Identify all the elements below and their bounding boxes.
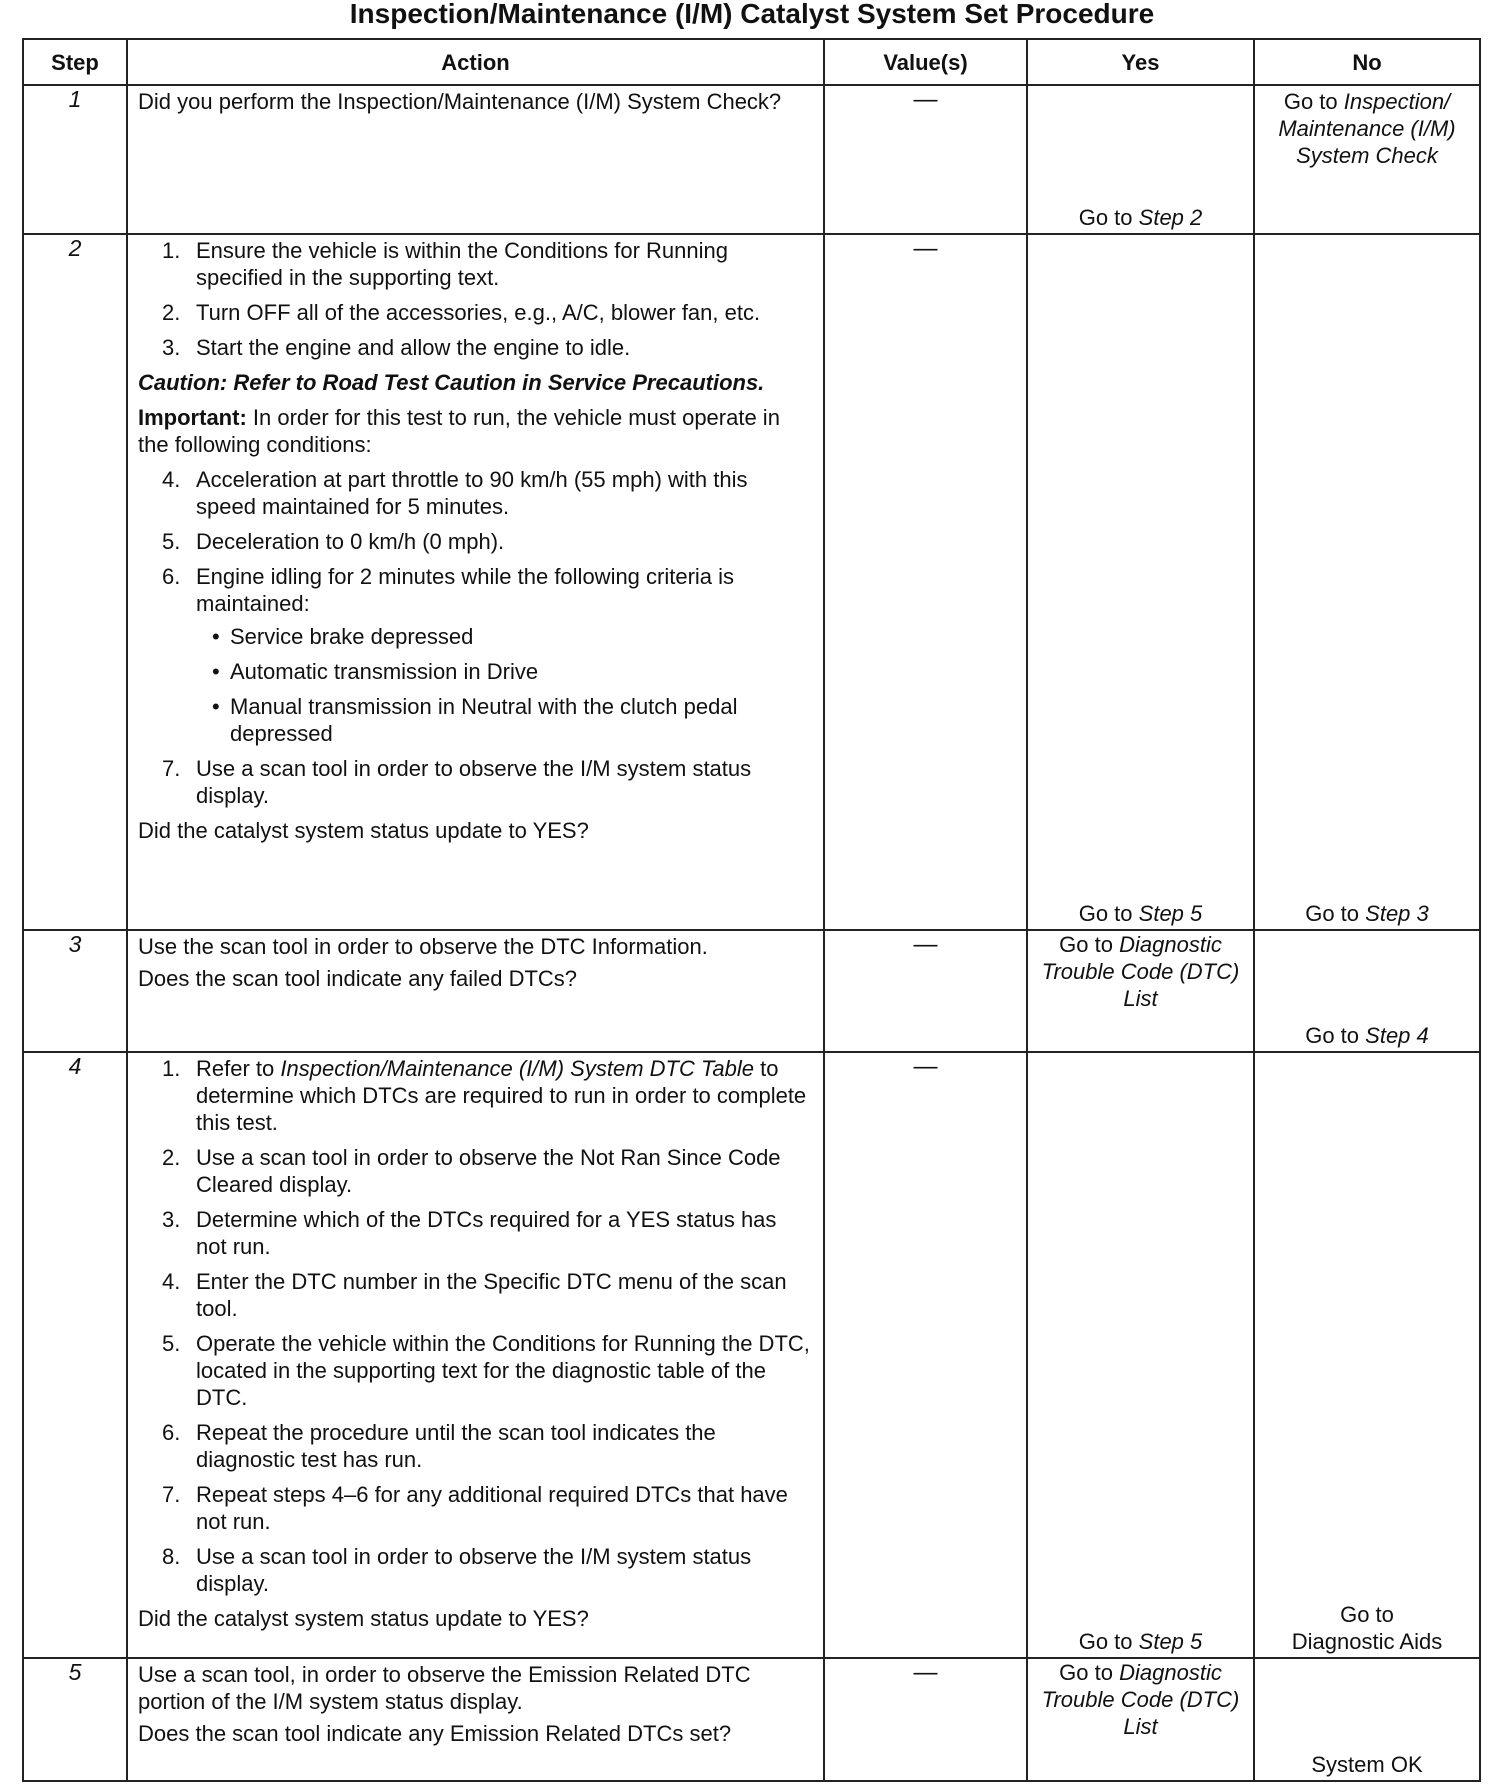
list-item: 7. Repeat steps 4–6 for any additional required DTCs that have not run.	[162, 1482, 788, 1534]
header-yes: Yes	[1027, 39, 1254, 85]
goto-prefix: Go to	[1078, 205, 1133, 230]
goto-prefix: Go to	[1305, 1023, 1360, 1048]
reference-link[interactable]: Inspection/Maintenance (I/M) System DTC Table	[280, 1056, 754, 1081]
goto-link[interactable]: Step 5	[1138, 901, 1203, 926]
yes-cell	[1027, 85, 1254, 234]
bullet-item: • Service brake depressed	[196, 623, 813, 650]
instruction-list	[138, 1055, 813, 1597]
yes-cell	[1027, 1052, 1254, 1658]
list-item: 1. Ensure the vehicle is within the Conditions for Running specified in the supporting text.	[162, 238, 728, 290]
action-instruction: Use the scan tool in order to observe the DTC Information.	[138, 934, 708, 959]
bullet-item: • Manual transmission in Neutral with the clutch pedal depressed	[196, 693, 813, 747]
header-row	[23, 39, 1480, 85]
yes-cell	[1027, 930, 1254, 1052]
table-row-step-4	[23, 1052, 1480, 1658]
no-goto[interactable]	[1255, 1022, 1479, 1049]
list-item: 3. Determine which of the DTCs required for a YES status has not run.	[162, 1207, 777, 1259]
action-cell	[127, 85, 824, 234]
value-cell: —	[824, 930, 1027, 1052]
header-no: No	[1254, 39, 1480, 85]
no-cell	[1254, 1658, 1480, 1781]
step-number: 4	[23, 1052, 127, 1658]
goto-prefix: Go to	[1078, 1629, 1133, 1654]
step-number: 1	[23, 85, 127, 234]
goto-prefix: Go to	[1059, 932, 1113, 957]
goto-link[interactable]: Diagnostic Trouble Code (DTC) List	[1041, 1660, 1240, 1739]
value-cell: —	[824, 1052, 1027, 1658]
instruction-list	[138, 466, 813, 809]
action-question: Does the scan tool indicate any failed DTCs?	[138, 966, 578, 991]
table-row-step-3	[23, 930, 1480, 1052]
bullet-item: • Automatic transmission in Drive	[196, 658, 813, 685]
criteria-list	[196, 623, 813, 747]
action-question: Did the catalyst system status update to YES?	[138, 1606, 589, 1631]
yes-cell	[1027, 234, 1254, 930]
yes-goto[interactable]	[1028, 1628, 1253, 1655]
value-cell: —	[824, 234, 1027, 930]
action-cell	[127, 930, 824, 1052]
no-result: System OK	[1311, 1752, 1423, 1777]
action-question: Did the catalyst system status update to YES?	[138, 818, 589, 843]
list-item: 3. Start the engine and allow the engine to idle.	[162, 335, 631, 360]
table-row-step-2	[23, 234, 1480, 930]
list-item: 6. Repeat the procedure until the scan tool indicates the diagnostic test has run.	[162, 1420, 716, 1472]
important-note: Important: In order for this test to run, the vehicle must operate in the following conditions:	[138, 405, 780, 457]
action-cell	[127, 1658, 824, 1781]
goto-prefix: Go to	[1059, 1660, 1113, 1685]
list-item: 8. Use a scan tool in order to observe the I/M system status display.	[162, 1544, 752, 1596]
list-item: 4. Enter the DTC number in the Specific DTC menu of the scan tool.	[162, 1269, 787, 1321]
yes-goto[interactable]	[1028, 204, 1253, 231]
list-item: 5. Deceleration to 0 km/h (0 mph).	[162, 529, 505, 554]
list-item: 1. Refer to Inspection/Maintenance (I/M) System DTC Table to determine which DTCs are required to run in order to complete this test.	[162, 1056, 807, 1135]
goto-link[interactable]: Diagnostic Trouble Code (DTC) List	[1041, 932, 1240, 1011]
action-question: Does the scan tool indicate any Emission Related DTCs set?	[138, 1721, 732, 1746]
table-row-step-1	[23, 85, 1480, 234]
no-goto[interactable]	[1255, 900, 1479, 927]
goto-prefix: Go to	[1305, 901, 1360, 926]
goto-link[interactable]: Inspection/ Maintenance (I/M) System Check	[1278, 89, 1456, 168]
step-number: 2	[23, 234, 127, 930]
value-cell: —	[824, 85, 1027, 234]
step-number: 5	[23, 1658, 127, 1781]
list-item: 5. Operate the vehicle within the Conditions for Running the DTC, located in the supporting text for the diagnostic table of the DTC.	[162, 1331, 810, 1410]
list-item: 2. Turn OFF all of the accessories, e.g., A/C, blower fan, etc.	[162, 300, 761, 325]
yes-goto[interactable]	[1038, 931, 1243, 1012]
goto-prefix: Go to	[1340, 1602, 1394, 1627]
caution-note: Caution: Refer to Road Test Caution in Service Precautions.	[138, 370, 765, 395]
header-step: Step	[23, 39, 127, 85]
step-number: 3	[23, 930, 127, 1052]
action-cell	[127, 234, 824, 930]
action-question: Did you perform the Inspection/Maintenance (I/M) System Check?	[138, 89, 782, 114]
instruction-list	[138, 237, 813, 361]
goto-link[interactable]: Diagnostic Aids	[1291, 1629, 1443, 1654]
list-item: 7. Use a scan tool in order to observe the I/M system status display.	[162, 756, 752, 808]
goto-link[interactable]: Step 5	[1138, 1629, 1203, 1654]
goto-link[interactable]: Step 4	[1365, 1023, 1429, 1048]
action-instruction: Use a scan tool, in order to observe the Emission Related DTC portion of the I/M system status display.	[138, 1662, 751, 1714]
no-cell	[1254, 1052, 1480, 1658]
no-cell	[1254, 85, 1480, 234]
procedure-table	[22, 38, 1481, 1782]
yes-goto[interactable]	[1028, 900, 1253, 927]
goto-link[interactable]: Step 2	[1138, 205, 1203, 230]
goto-prefix: Go to	[1078, 901, 1133, 926]
no-cell	[1254, 234, 1480, 930]
list-item: 4. Acceleration at part throttle to 90 km/h (55 mph) with this speed maintained for 5 minutes.	[162, 467, 748, 519]
yes-goto[interactable]	[1038, 1659, 1243, 1740]
list-item: 6. Engine idling for 2 minutes while the following criteria is maintained: • Service brake depressed • Automatic transmission in Drive • Manual transmission in Neutral with the clutch pedal depressed	[138, 563, 813, 747]
header-values: Value(s)	[824, 39, 1027, 85]
action-cell	[127, 1052, 824, 1658]
no-goto[interactable]	[1265, 86, 1469, 169]
no-cell	[1254, 930, 1480, 1052]
page-title: Inspection/Maintenance (I/M) Catalyst System Set Procedure	[349, 0, 1155, 29]
value-cell: —	[824, 1658, 1027, 1781]
goto-link[interactable]: Step 3	[1365, 901, 1429, 926]
list-item: 2. Use a scan tool in order to observe the Not Ran Since Code Cleared display.	[162, 1145, 781, 1197]
no-goto[interactable]	[1255, 1601, 1479, 1655]
yes-cell	[1027, 1658, 1254, 1781]
goto-prefix: Go to	[1283, 89, 1338, 114]
header-action: Action	[127, 39, 824, 85]
table-row-step-5	[23, 1658, 1480, 1781]
